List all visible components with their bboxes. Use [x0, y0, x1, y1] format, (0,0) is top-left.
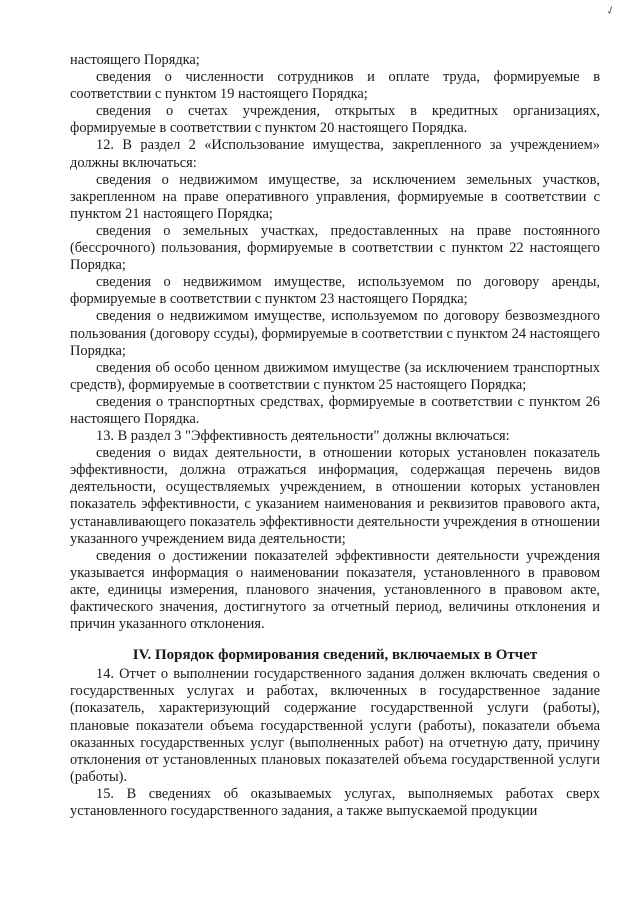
paragraph: сведения о видах деятельности, в отношении которых установлен показатель эффективности, должна отражаться информация, содержащая перечень видов деятельности, осуществляемых учреждением, в отношении которых установлен показатель эффективности, с указанием наименования и реквизитов правового акта, устанавливающего показатель эффективности деятельности учреждения в отношении указанного учреждением вида деятельности; — [70, 445, 600, 547]
paragraph: 12. В раздел 2 «Использование имущества, закрепленного за учреждением» должны включаться: — [70, 137, 600, 171]
paragraph: 15. В сведениях об оказываемых услугах, выполняемых работах сверх установленного государственного задания, а также выпускаемой продукции — [70, 785, 600, 820]
paragraph: сведения о счетах учреждения, открытых в кредитных организациях, формируемые в соответствии с пунктом 20 настоящего Порядка. — [70, 103, 600, 137]
paragraph: сведения о недвижимом имуществе, используемом по договору безвозмездного пользования (договору ссуды), формируемые в соответствии с пунктом 24 настоящего Порядка; — [70, 308, 600, 359]
paragraph: сведения о транспортных средствах, формируемые в соответствии с пунктом 26 настоящего Порядка. — [70, 393, 600, 427]
paragraph: 14. Отчет о выполнении государственного задания должен включать сведения о государственных услугах и работах, включенных в государственное задание (показатель, характеризующий содержание государственной услуги (работы), плановые показатели объема государственной услуги (работы), показатели объема оказанных государственных услуг (выполненных работ) на отчетную дату, причину отклонения от установленных плановых показателей объема государственной услуги (работы). — [70, 666, 600, 785]
corner-check-mark: ✓ — [604, 2, 618, 19]
paragraph: сведения о земельных участках, предоставленных на праве постоянного (бессрочного) пользования, формируемые в соответствии с пунктом 22 настоящего Порядка; — [70, 222, 600, 274]
paragraph: сведения об особо ценном движимом имуществе (за исключением транспортных средств), формируемые в соответствии с пунктом 25 настоящего Порядка; — [70, 359, 600, 393]
paragraph: сведения о недвижимом имуществе, используемом по договору аренды, формируемые в соответствии с пунктом 23 настоящего Порядка; — [70, 274, 600, 308]
paragraph: сведения о недвижимом имуществе, за исключением земельных участков, закрепленном на праве оперативного управления, формируемые в соответствии с пунктом 21 настоящего Порядка; — [70, 171, 600, 222]
section-heading: IV. Порядок формирования сведений, включаемых в Отчет — [132, 647, 538, 664]
paragraph: сведения о достижении показателей эффективности деятельности учреждения указывается информация о наименовании показателя, установленного в правовом акте, единицы измерения, планового значения, установленного в правовом акте, фактического значения, достигнутого за отчетный период, величины отклонения и причин указанного отклонения. — [70, 547, 600, 633]
document-page — [70, 52, 600, 820]
paragraph: 13. В раздел 3 "Эффективность деятельности" должны включаться: — [96, 428, 510, 445]
paragraph: настоящего Порядка; — [70, 52, 200, 68]
paragraph: сведения о численности сотрудников и оплате труда, формируемые в соответствии с пунктом 19 настоящего Порядка; — [70, 69, 600, 103]
